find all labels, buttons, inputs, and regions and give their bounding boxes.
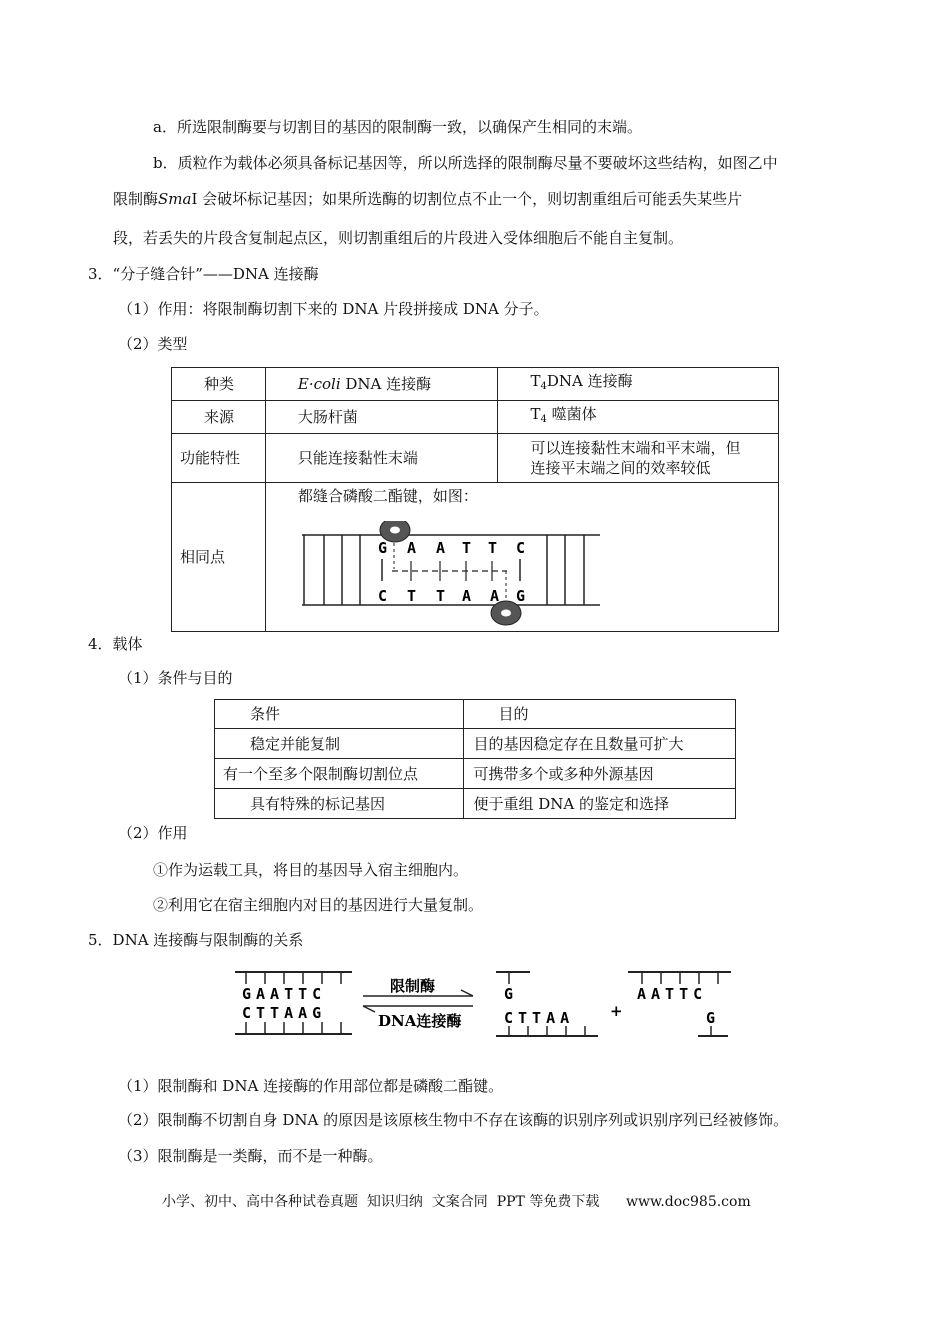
table-cell: $T_4DNA$ 连接酶	[498, 368, 779, 401]
diagram-caption: 都缝合磷酸二酯键，如图：	[297, 487, 478, 505]
base-bottom-5: A	[489, 587, 499, 605]
para-b-line2: 限制酶SmaI 会破坏标记基因；如果所选酶的切割位点不止一个，则切割重组后可能丢失某些片	[113, 190, 743, 208]
base-bottom-3: T	[435, 587, 445, 605]
section-4-2: （2）作用	[118, 824, 188, 842]
para-b-line3: 段，若丢失的片段含复制起点区，则切割重组后的片段进入受体细胞后不能自主复制。	[113, 229, 684, 247]
arrow-bottom-label: DNA连接酶	[378, 1012, 462, 1030]
table-cell: 便于重组 DNA 的鉴定和选择	[463, 789, 735, 819]
table-cell: 种类	[172, 368, 266, 401]
base-top-4: T	[461, 539, 471, 557]
table-cell: 相同点	[172, 483, 266, 632]
section-4-1: （1）条件与目的	[118, 669, 233, 687]
para-b-line1: b．质粒作为载体必须具备标记基因等，所以所选择的限制酶尽量不要破坏这些结构，如图乙中	[153, 154, 778, 172]
base-top-5: T	[487, 539, 497, 557]
table-cell	[265, 483, 778, 632]
table-cell: E·coli DNA 连接酶	[265, 368, 498, 401]
left-top-sequence: GAATTC	[242, 985, 327, 1003]
arrow-top-label: 限制酶	[390, 977, 436, 995]
right-bottom-sequence: G	[706, 1009, 716, 1027]
section-5-3: （3）限制酶是一类酶，而不是一种酶。	[118, 1147, 383, 1165]
table-cell: 可携带多个或多种外源基因	[463, 759, 735, 789]
ligase-enzyme-icon	[380, 521, 410, 542]
table-cell: 大肠杆菌	[265, 401, 498, 434]
plus-sign: +	[610, 1002, 623, 1020]
base-top-2: A	[406, 539, 416, 557]
left-bottom-sequence: CTTAAG	[242, 1004, 327, 1022]
table-row	[172, 401, 779, 434]
table-cell: 稳定并能复制	[215, 729, 464, 759]
base-bottom-6: G	[515, 587, 525, 605]
table-cell: $T_4$ 噬菌体	[498, 401, 779, 434]
right-top-sequence: AATTC	[637, 985, 708, 1003]
vector-table	[214, 699, 736, 819]
base-bottom-2: T	[406, 587, 416, 605]
ligase-diagram	[302, 521, 602, 635]
table-row	[215, 759, 736, 789]
relation-diagram	[228, 966, 738, 1042]
base-bottom-1: C	[377, 587, 387, 605]
table-row	[172, 434, 779, 483]
para-a: a．所选限制酶要与切割目的基因的限制酶一致，以确保产生相同的末端。	[153, 118, 642, 136]
table-cell: 功能特性	[172, 434, 266, 483]
ligase-table	[171, 367, 779, 632]
ligase-enzyme-icon	[491, 601, 521, 625]
page-footer: 小学、初中、高中各种试卷真题 知识归纳 文案合同 PPT 等免费下载 www.doc985.com	[162, 1194, 751, 1210]
table-row	[215, 729, 736, 759]
table-row	[172, 483, 779, 632]
base-top-6: C	[515, 539, 525, 557]
middle-top-sequence: G	[504, 985, 514, 1003]
base-bottom-4: A	[461, 587, 471, 605]
table-cell: 条件	[215, 700, 464, 729]
middle-bottom-sequence: CTTAA	[504, 1009, 575, 1027]
section-4-2a: ①作为运载工具，将目的基因导入宿主细胞内。	[153, 861, 469, 879]
table-cell: 可以连接黏性末端和平末端，但 连接平末端之间的效率较低	[498, 434, 779, 483]
table-cell: 来源	[172, 401, 266, 434]
table-cell: 目的基因稳定存在且数量可扩大	[463, 729, 735, 759]
section-4-2b: ②利用它在宿主细胞内对目的基因进行大量复制。	[153, 896, 484, 914]
section-3-1: （1）作用：将限制酶切割下来的 DNA 片段拼接成 DNA 分子。	[118, 300, 549, 318]
table-row	[215, 700, 736, 729]
table-cell: 具有特殊的标记基因	[215, 789, 464, 819]
base-top-3: A	[435, 539, 445, 557]
table-row	[215, 789, 736, 819]
table-cell: 目的	[463, 700, 735, 729]
section-5-title: 5．DNA 连接酶与限制酶的关系	[88, 931, 304, 949]
base-top-1: G	[377, 539, 387, 557]
table-cell: 有一个至多个限制酶切割位点	[215, 759, 464, 789]
section-3-2: （2）类型	[118, 335, 188, 353]
section-4-title: 4．载体	[88, 635, 143, 653]
table-cell: 只能连接黏性末端	[265, 434, 498, 483]
section-3-title: 3．“分子缝合针”——DNA 连接酶	[88, 265, 319, 283]
section-5-1: （1）限制酶和 DNA 连接酶的作用部位都是磷酸二酯键。	[118, 1077, 504, 1095]
section-5-2: （2）限制酶不切割自身 DNA 的原因是该原核生物中不存在该酶的识别序列或识别序列已经被修饰。	[118, 1111, 789, 1129]
table-row	[172, 368, 779, 401]
